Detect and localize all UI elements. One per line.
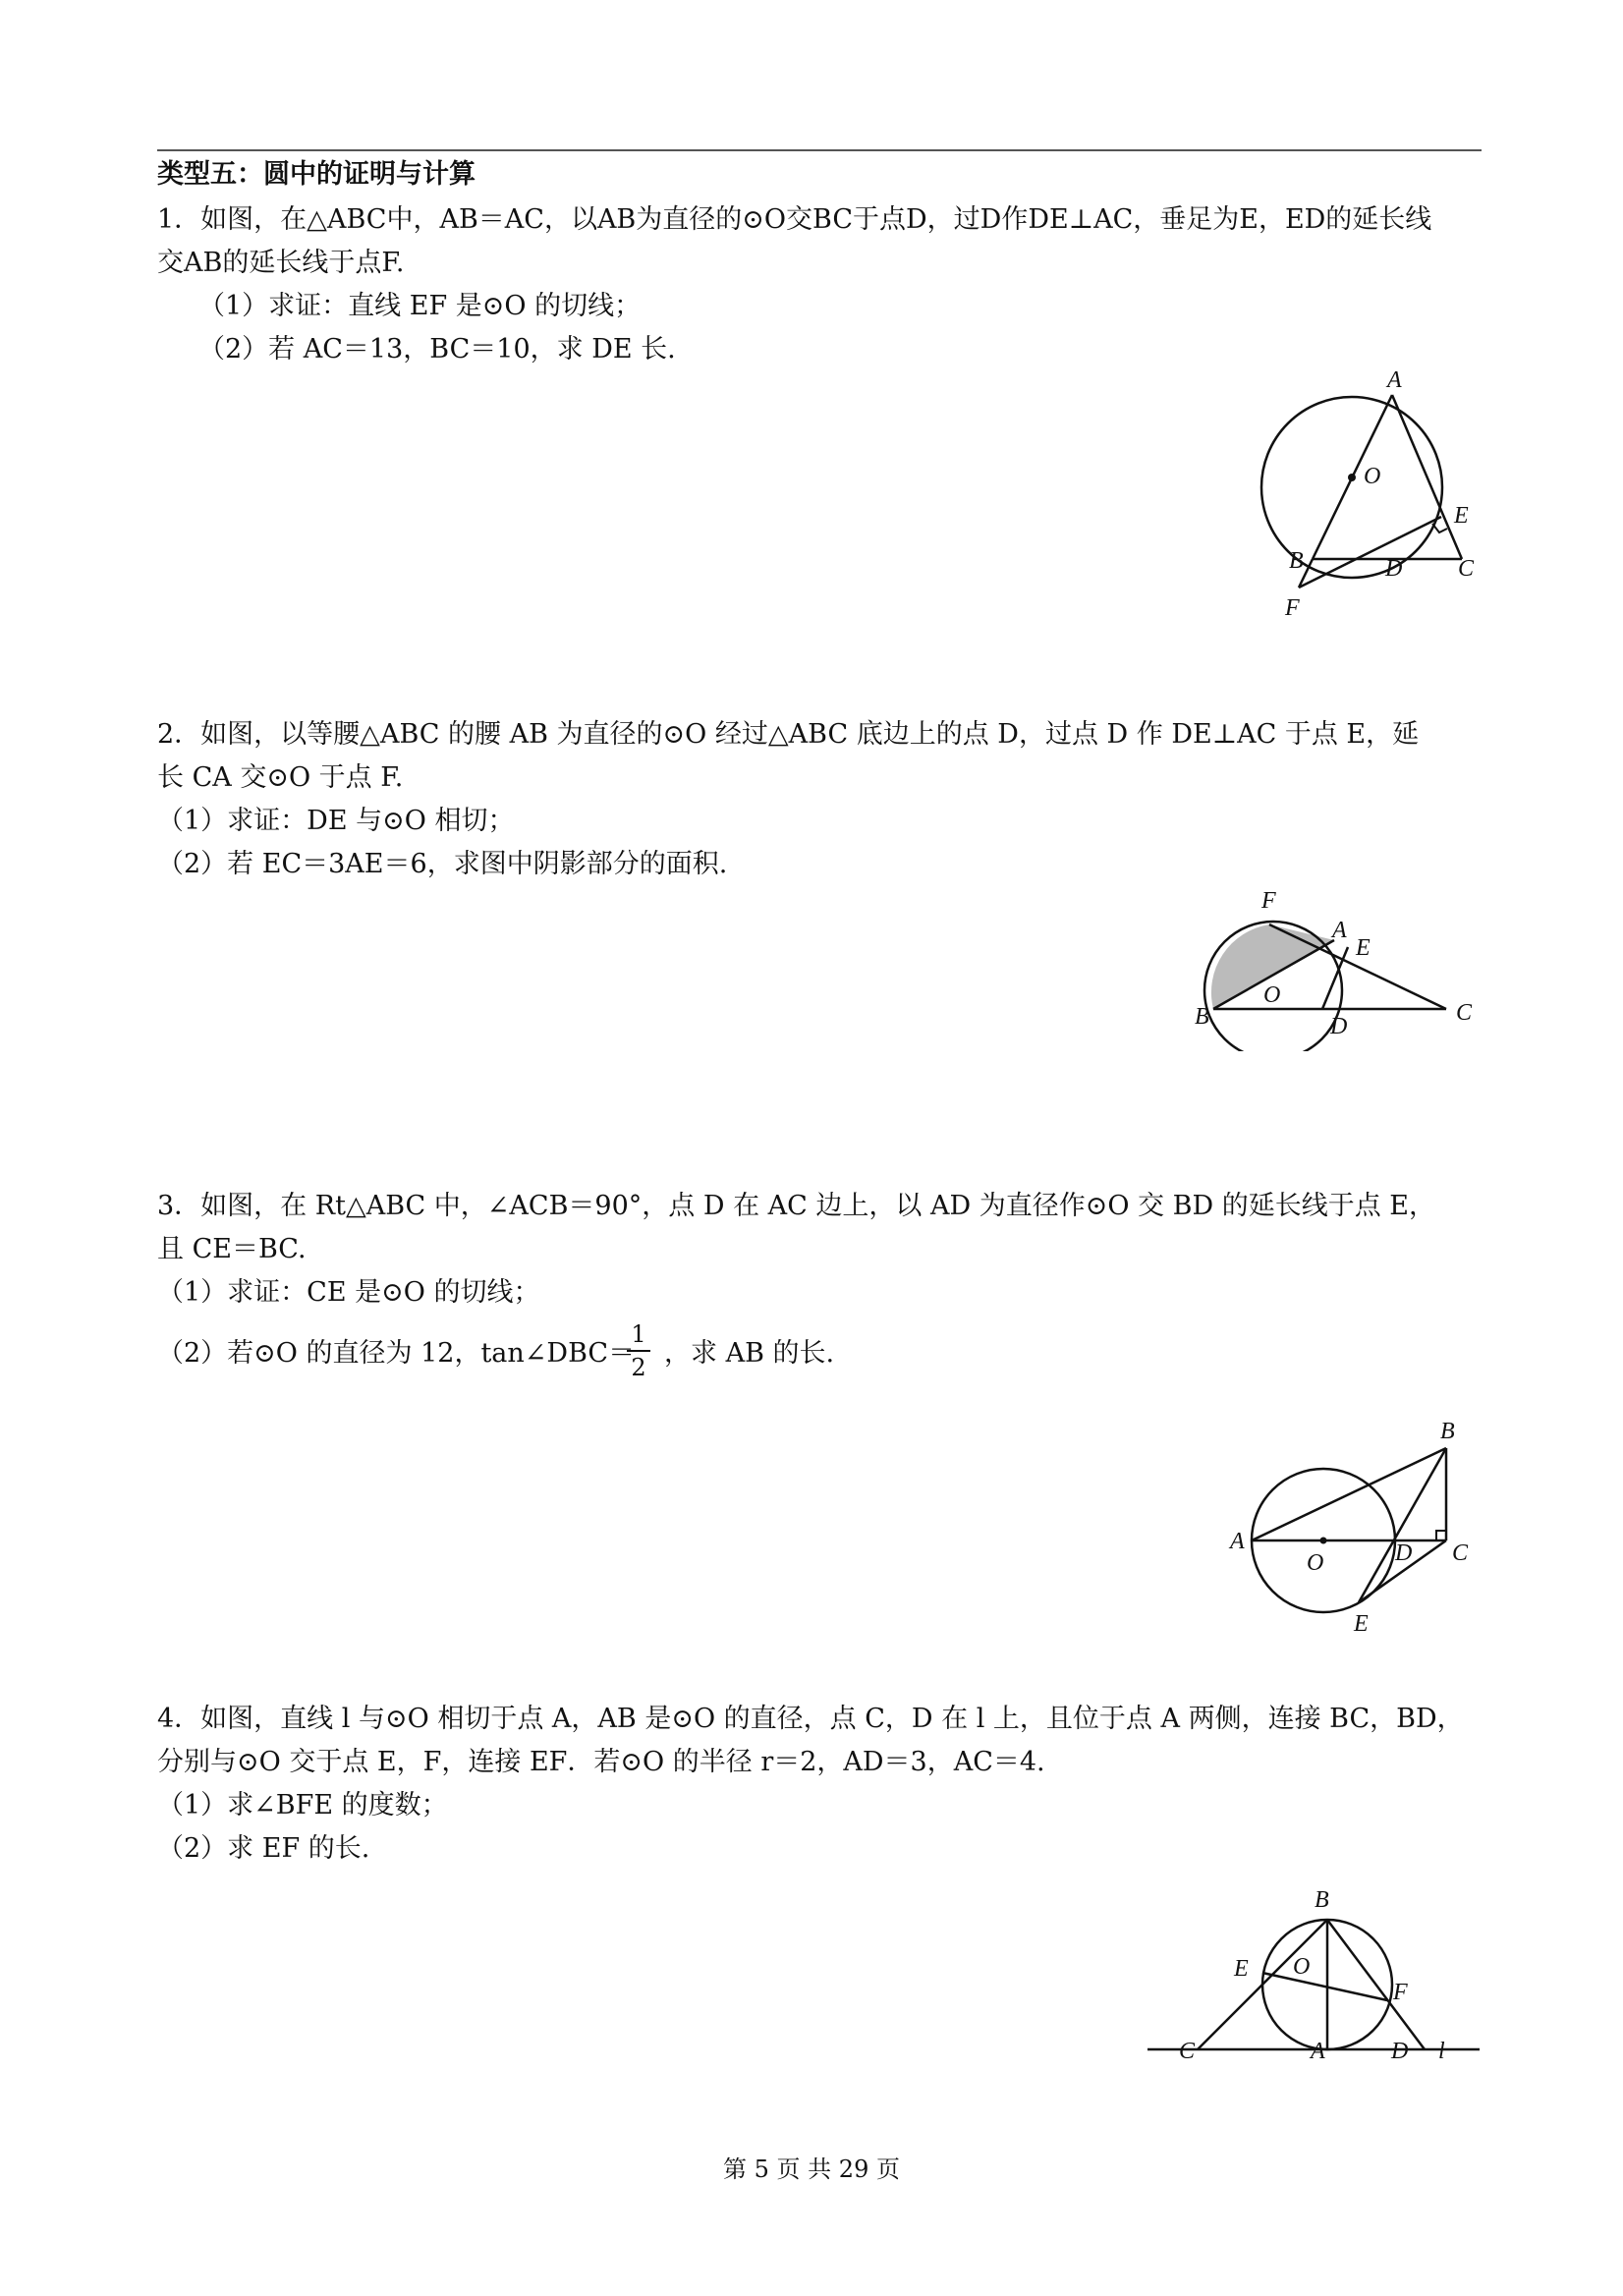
problem-2-part-2: （2）若 EC＝3AE＝6，求图中阴影部分的面积. <box>157 849 728 879</box>
fraction-numerator: 1 <box>627 1320 650 1352</box>
problem-3-line-2: 且 CE＝BC. <box>157 1234 307 1264</box>
problem-3-part-2-suffix: ，求 AB 的长. <box>664 1338 835 1369</box>
fig2-label-d: D <box>1330 1014 1348 1039</box>
fig4-label-l: l <box>1438 2039 1445 2064</box>
problem-4-part-2: （2）求 EF 的长. <box>157 1833 370 1864</box>
problem-3-line-1: 3．如图，在 Rt△ABC 中，∠ACB＝90°，点 D 在 AC 边上，以 AD 为直径作⊙O 交 BD 的延长线于点 E， <box>157 1191 1435 1221</box>
problem-4-line-1: 4．如图，直线 l 与⊙O 相切于点 A，AB 是⊙O 的直径，点 C，D 在 l 上，且位于点 A 两侧，连接 BC，BD， <box>157 1704 1464 1734</box>
fig3-label-e: E <box>1354 1611 1369 1637</box>
fig4-label-b: B <box>1315 1887 1329 1913</box>
problem-2-part-1: （1）求证：DE 与⊙O 相切； <box>157 806 515 836</box>
fig3-label-a: A <box>1230 1529 1245 1554</box>
fig3-seg-ab <box>1252 1448 1446 1540</box>
fig3-center-dot <box>1320 1538 1327 1544</box>
fig1-label-b: B <box>1289 548 1304 574</box>
problem-1-line-2: 交AB的延长线于点F. <box>157 248 405 278</box>
problem-4-part-1: （1）求∠BFE 的度数； <box>157 1790 448 1820</box>
fig3-label-d: D <box>1395 1540 1413 1566</box>
fig3-label-c: C <box>1452 1540 1469 1566</box>
problem-1-part-2: （2）若 AC＝13，BC＝10，求 DE 长. <box>198 334 676 364</box>
fig1-seg-ac <box>1392 395 1462 559</box>
problem-2-line-2: 长 CA 交⊙O 于点 F. <box>157 762 404 793</box>
fraction-denominator: 2 <box>631 1354 646 1381</box>
problem-3-part-1: （1）求证：CE 是⊙O 的切线； <box>157 1277 540 1308</box>
header-rule <box>157 149 1482 151</box>
fig4-label-f: F <box>1393 1980 1408 2005</box>
fig3-label-b: B <box>1440 1419 1455 1444</box>
fig1-label-d: D <box>1385 556 1403 582</box>
fig1-label-o: O <box>1364 464 1381 489</box>
figure-3 <box>1218 1415 1483 1641</box>
fig3-right-angle-mark <box>1436 1531 1446 1540</box>
fig4-label-c: C <box>1179 2039 1196 2064</box>
problem-2-line-1: 2．如图，以等腰△ABC 的腰 AB 为直径的⊙O 经过△ABC 底边上的点 D，过点 D 作 DE⊥AC 于点 E，延 <box>157 719 1420 750</box>
fig1-label-a: A <box>1387 367 1402 393</box>
fig2-label-o: O <box>1263 982 1281 1008</box>
fig2-label-c: C <box>1456 1000 1473 1026</box>
fig4-seg-bc <box>1198 1920 1327 2049</box>
fig3-label-o: O <box>1307 1550 1324 1576</box>
fig2-label-b: B <box>1195 1004 1209 1030</box>
fig1-right-angle-mark <box>1432 524 1447 532</box>
fig4-seg-ef <box>1262 1973 1387 2000</box>
fig1-center-dot <box>1348 474 1356 481</box>
fraction-one-half <box>627 1320 650 1381</box>
fig2-label-f: F <box>1261 888 1276 914</box>
fig4-label-e: E <box>1234 1956 1249 1982</box>
problem-1-line-1: 1．如图，在△ABC中，AB＝AC，以AB为直径的⊙O交BC于点D，过D作DE⊥AC，垂足为E，ED的延长线 <box>157 204 1432 235</box>
fig4-label-o: O <box>1293 1954 1311 1980</box>
fig1-label-e: E <box>1454 503 1469 529</box>
fig2-label-a: A <box>1332 918 1347 943</box>
page-footer: 第 5 页 共 29 页 <box>723 2156 900 2183</box>
fig3-seg-be <box>1359 1448 1446 1602</box>
section-title: 类型五：圆中的证明与计算 <box>157 159 476 190</box>
figure-4 <box>1140 1872 1483 2073</box>
fig1-label-c: C <box>1458 556 1475 582</box>
problem-1-part-1: （1）求证：直线 EF 是⊙O 的切线； <box>198 291 642 321</box>
fig2-label-e: E <box>1356 935 1371 961</box>
problem-3-part-2-prefix: （2）若⊙O 的直径为 12，tan∠DBC＝ <box>157 1338 636 1369</box>
fig4-label-a: A <box>1311 2039 1325 2064</box>
fig4-label-d: D <box>1391 2039 1409 2064</box>
figure-2 <box>1189 884 1483 1051</box>
fig1-label-f: F <box>1285 595 1300 621</box>
problem-4-line-2: 分别与⊙O 交于点 E，F，连接 EF．若⊙O 的半径 r＝2，AD＝3，AC＝4. <box>157 1747 1045 1777</box>
figure-1 <box>1258 364 1493 629</box>
fig4-seg-bd <box>1327 1920 1425 2049</box>
